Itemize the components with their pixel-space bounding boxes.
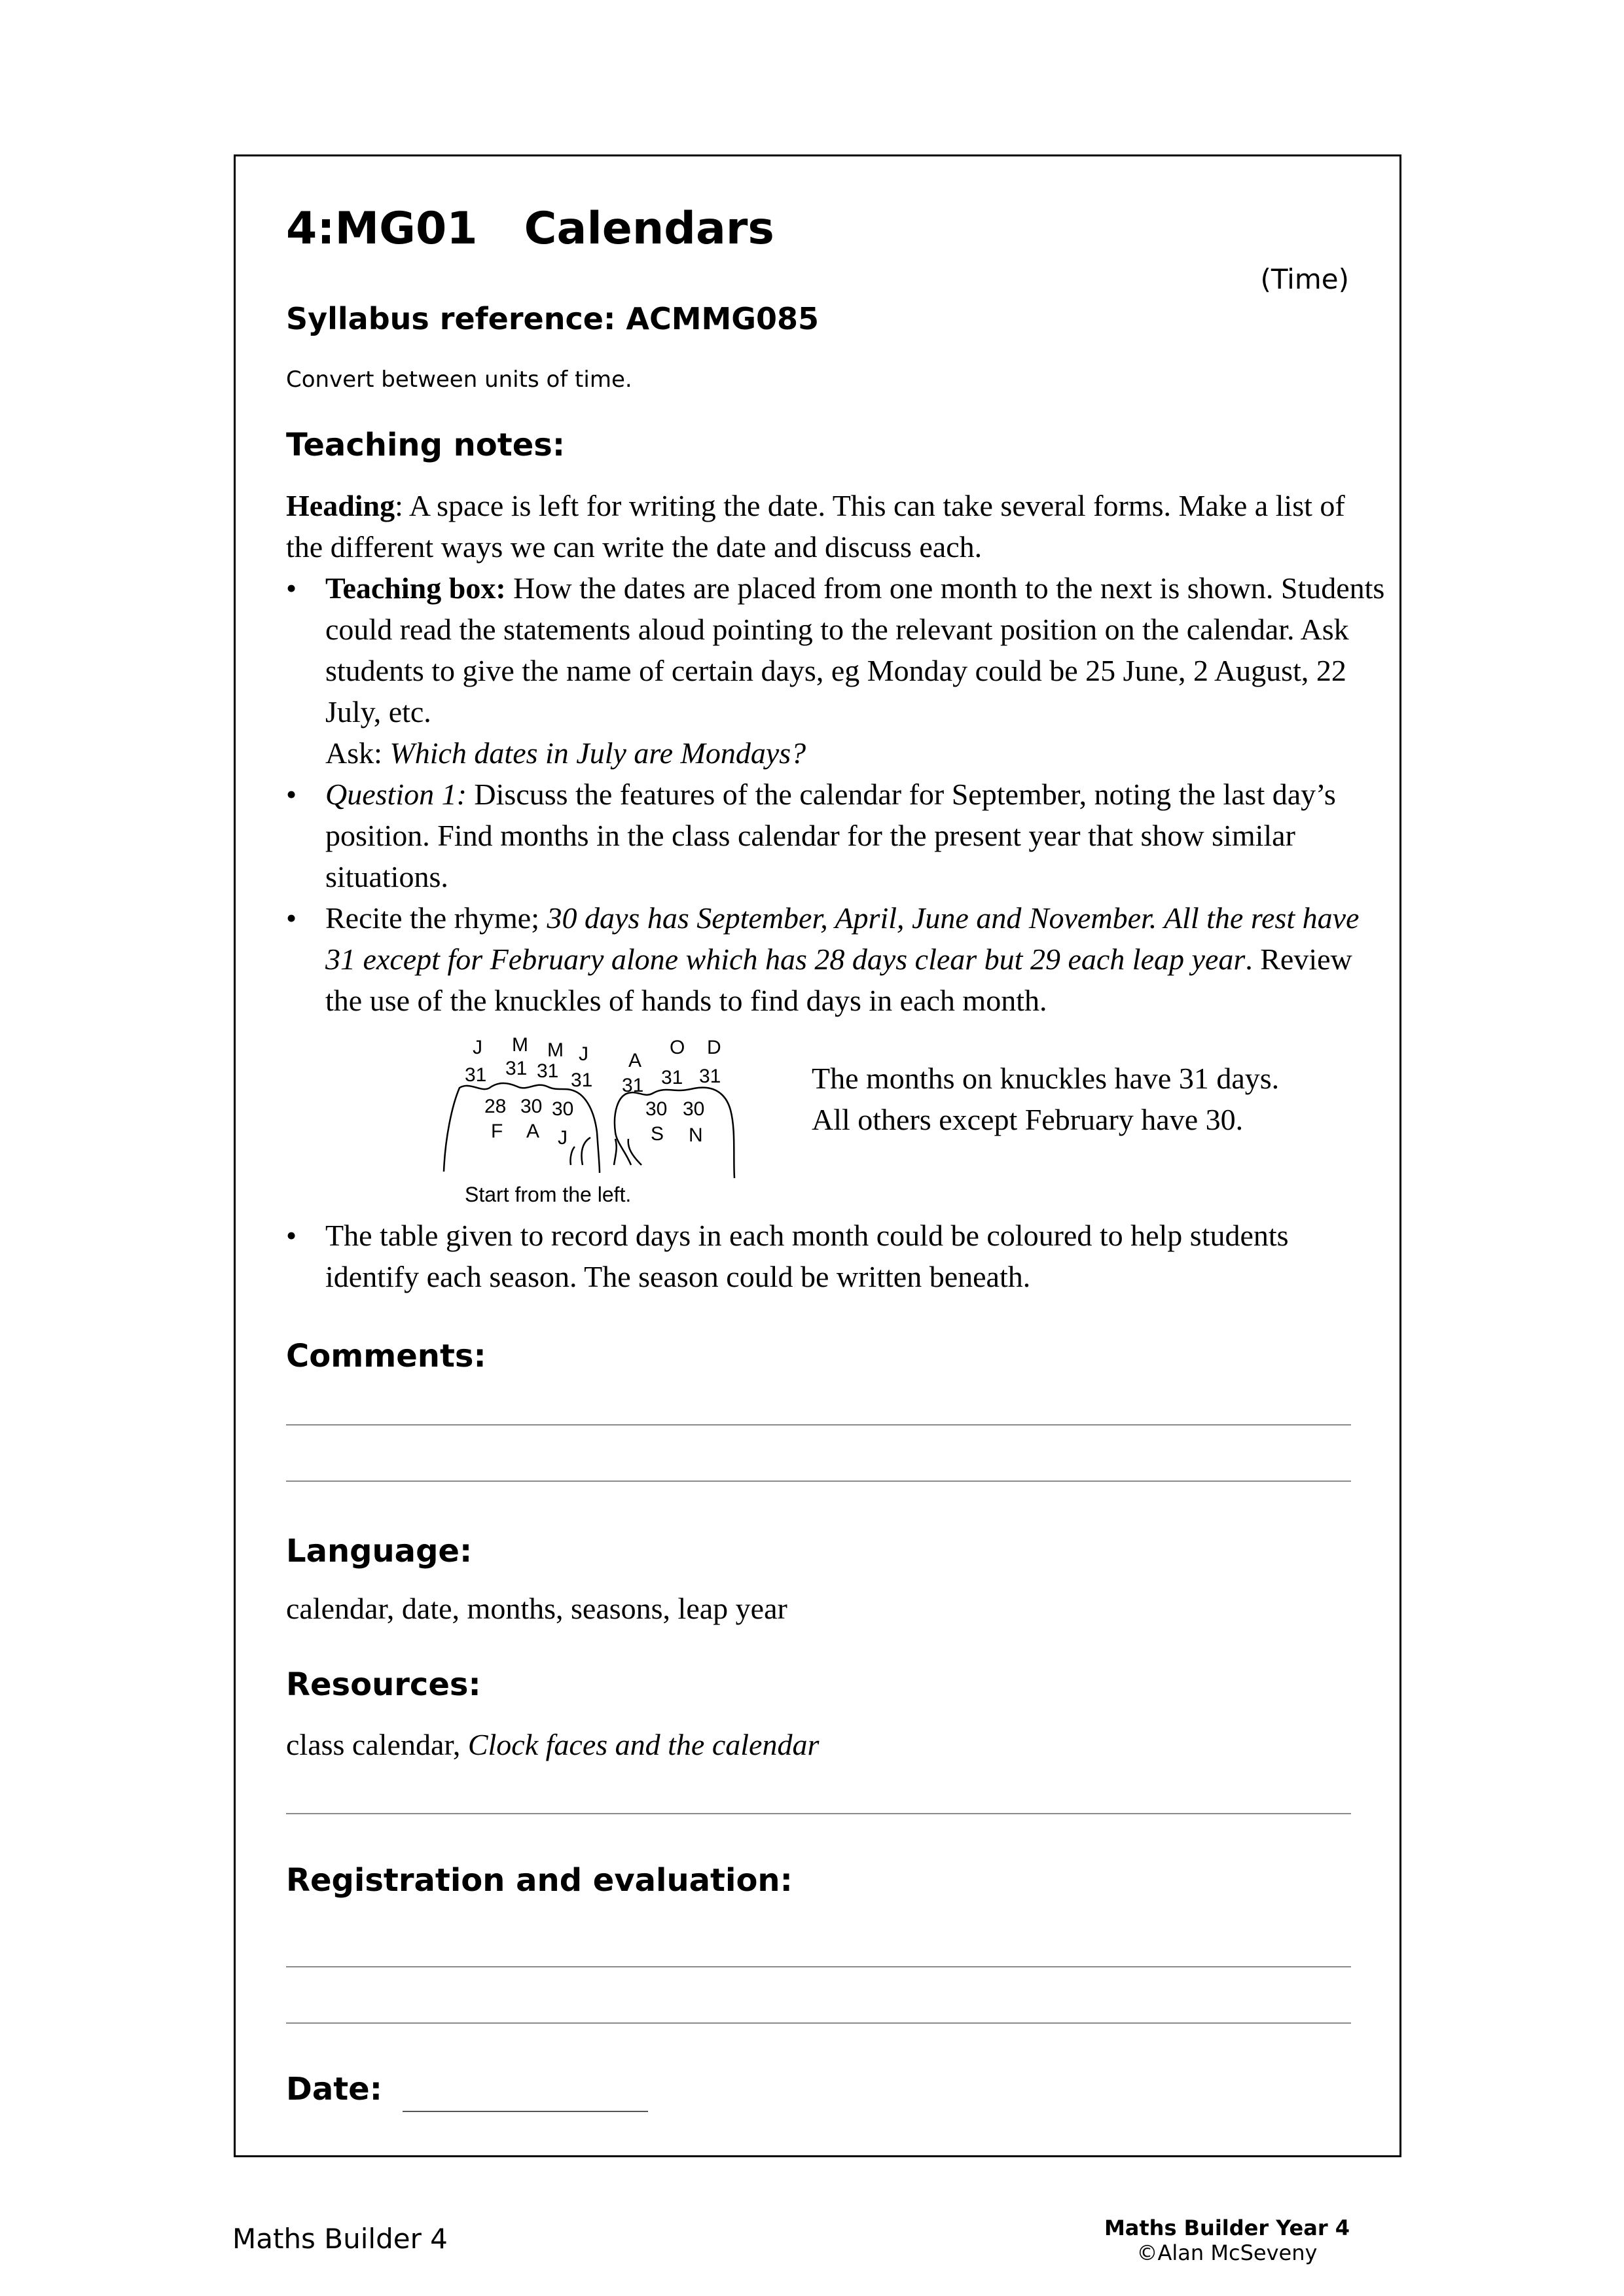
comments-line-1[interactable] — [286, 1424, 1351, 1426]
footer-credit: Maths Builder Year 4 ©Alan McSeveny — [1104, 2215, 1350, 2265]
bullet-teaching-box: • Teaching box: How the dates are placed from one month to the next is shown. Students could read the statements aloud pointing to the relevant position on the calendar. Ask students to give the name of certain days, eg Monday could be 25 June, 2 August, 22 July, etc. Ask: Which dates in July are Mondays? — [286, 567, 1386, 774]
knuckle-note: The months on knuckles have 31 days. All others except February have 30. — [812, 1062, 1280, 1136]
knuckle-diagram — [419, 1028, 785, 1211]
lesson-title: Calendars — [524, 203, 774, 255]
knuckle-letter: M — [512, 1034, 528, 1056]
date-label: Date: — [286, 2071, 382, 2108]
language-text: calendar, date, months, seasons, leap year — [286, 1592, 787, 1625]
knuckle-days: 31 — [571, 1069, 593, 1091]
knuckle-letter: S — [651, 1123, 664, 1145]
knuckle-days: 31 — [661, 1067, 683, 1088]
knuckle-letter: J — [579, 1043, 588, 1065]
bullet-rhyme: • Recite the rhyme; 30 days has September, April, June and November. All the rest have 31 except for February alone which has 28 days clear but 29 each leap year. Review the use of the knuckles of hands to find days in each month. — [286, 897, 1386, 1021]
knuckle-days: 30 — [552, 1098, 574, 1120]
knuckle-letter: J — [473, 1037, 482, 1058]
knuckle-caption: Start from the left. — [465, 1183, 632, 1206]
knuckle-letter: A — [628, 1050, 642, 1071]
knuckle-days: 31 — [465, 1064, 487, 1086]
knuckle-days: 31 — [537, 1060, 559, 1082]
knuckle-letter: M — [547, 1039, 564, 1061]
resources-heading: Resources: — [286, 1666, 481, 1703]
comments-heading: Comments: — [286, 1338, 486, 1374]
page-title — [286, 203, 774, 255]
resources-line[interactable] — [286, 1813, 1351, 1814]
knuckle-days: 31 — [505, 1058, 528, 1079]
syllabus-reference: Syllabus reference: ACMMG085 — [286, 301, 820, 336]
knuckle-days: 31 — [699, 1066, 721, 1087]
registration-line-2[interactable] — [286, 2022, 1351, 2024]
knuckle-days: 28 — [484, 1096, 507, 1117]
knuckle-letter: F — [491, 1121, 503, 1142]
footer-book-title: Maths Builder 4 — [232, 2223, 448, 2255]
bullet-question-1: • Question 1: Discuss the features of the calendar for September, noting the last day’s position. Find months in the class calendar for the present year that show similar situations. — [286, 774, 1386, 897]
comments-line-2[interactable] — [286, 1480, 1351, 1482]
knuckle-days: 30 — [520, 1096, 543, 1117]
knuckle-letter: J — [558, 1127, 568, 1149]
outcome-description: Convert between units of time. — [286, 367, 632, 393]
lesson-code: 4:MG01 — [286, 203, 478, 255]
registration-heading: Registration and evaluation: — [286, 1862, 793, 1899]
teaching-notes-body-2 — [286, 1215, 1386, 1297]
heading-note: Heading: A space is left for writing the date. This can take several forms. Make a list of the different ways we can write the date and discuss each. — [286, 489, 1345, 564]
language-heading: Language: — [286, 1533, 473, 1570]
strand-label: (Time) — [1260, 263, 1349, 295]
knuckle-days: 31 — [622, 1075, 644, 1096]
teaching-notes-body — [286, 485, 1386, 1021]
right-hand-outline — [615, 1088, 734, 1178]
knuckle-days: 30 — [683, 1098, 705, 1120]
knuckle-letter: O — [670, 1037, 685, 1058]
knuckle-letter: D — [707, 1037, 721, 1058]
date-field[interactable] — [403, 2111, 648, 2112]
knuckle-days: 30 — [645, 1098, 668, 1120]
knuckle-letter: A — [526, 1121, 540, 1142]
bullet-seasons-table: • The table given to record days in each month could be coloured to help students identify each season. The season could be written beneath. — [286, 1215, 1386, 1297]
registration-line-1[interactable] — [286, 1966, 1351, 1967]
teaching-notes-heading: Teaching notes: — [286, 427, 566, 463]
resources-text: class calendar, Clock faces and the calendar — [286, 1728, 820, 1761]
knuckle-letter: N — [689, 1124, 703, 1146]
